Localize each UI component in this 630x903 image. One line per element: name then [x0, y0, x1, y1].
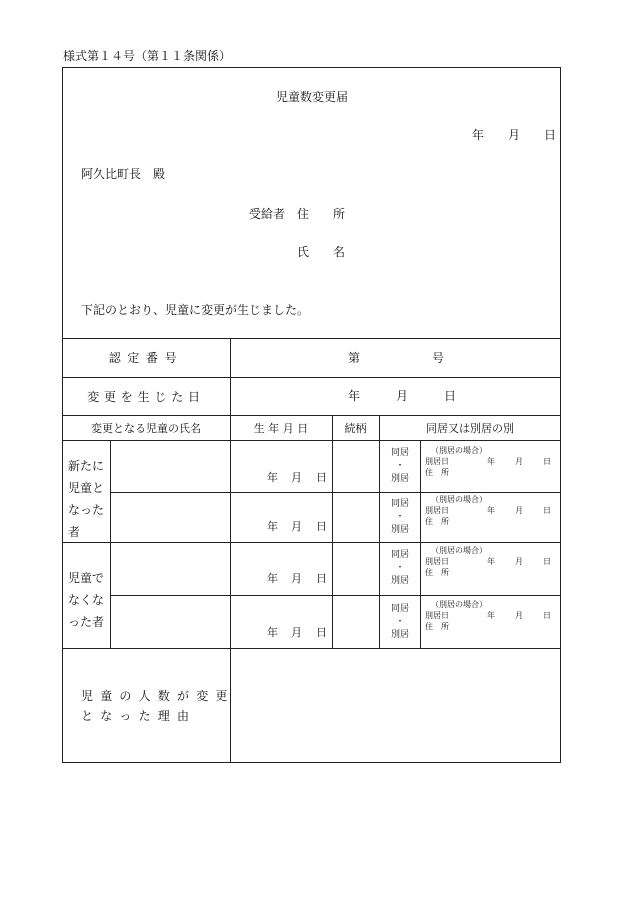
group-removed-children-label: 児童で なくな った者 — [68, 571, 105, 629]
birth-year: 年 — [267, 520, 278, 533]
divider-line — [332, 415, 333, 648]
change-reason-label: 児童の人数が変更 となった理由 — [81, 689, 235, 723]
residence-choice: 同居 ・ 別居 — [390, 499, 409, 535]
cert-number-label: 認定番号 — [108, 351, 184, 365]
change-date-day: 日 — [444, 389, 457, 403]
applicant-name-label: 氏 名 — [297, 245, 346, 259]
separate-info: （別居の場合） 別居日 年 月 日 住 所 — [425, 600, 551, 631]
residence-choice: 同居 ・ 別居 — [390, 604, 409, 640]
cert-prefix: 第 — [348, 351, 361, 365]
form-number: 様式第１４号（第１１条関係） — [63, 49, 232, 63]
birth-day: 日 — [316, 520, 327, 533]
divider-line — [62, 648, 561, 649]
birth-day: 日 — [316, 471, 327, 484]
statement: 下記のとおり、児童に変更が生じました。 — [81, 303, 310, 317]
applicant-role: 受給者 — [249, 207, 286, 221]
separate-info: （別居の場合） 別居日 年 月 日 住 所 — [425, 495, 551, 526]
change-date-month: 月 — [396, 389, 409, 403]
residence-choice: 同居 ・ 別居 — [390, 448, 409, 484]
birth-year: 年 — [267, 471, 278, 484]
submit-date-year: 年 — [472, 128, 485, 142]
submit-date-day: 日 — [544, 128, 557, 142]
submit-date-month: 月 — [508, 128, 521, 142]
header-child-name: 変更となる児童の氏名 — [91, 421, 201, 435]
addressee: 阿久比町長 殿 — [81, 167, 166, 181]
divider-line — [62, 440, 561, 441]
birth-day: 日 — [316, 572, 327, 585]
birth-month: 月 — [291, 626, 302, 639]
cert-suffix: 号 — [432, 351, 445, 365]
birth-month: 月 — [291, 572, 302, 585]
header-birth-date: 生 年 月 日 — [253, 421, 309, 435]
divider-line — [110, 492, 561, 493]
form-title: 児童数変更届 — [276, 90, 349, 104]
residence-choice: 同居 ・ 別居 — [390, 550, 409, 586]
applicant-address-label: 住 所 — [297, 207, 346, 221]
change-date-label: 変更を生じた日 — [87, 389, 205, 404]
birth-month: 月 — [291, 471, 302, 484]
change-date-year: 年 — [348, 389, 361, 403]
birth-day: 日 — [316, 626, 327, 639]
header-residence: 同居又は別居の別 — [426, 421, 514, 435]
group-new-children-label: 新たに 児童と なった 者 — [68, 459, 105, 539]
separate-info: （別居の場合） 別居日 年 月 日 住 所 — [425, 546, 551, 577]
birth-year: 年 — [267, 572, 278, 585]
birth-year: 年 — [267, 626, 278, 639]
divider-line — [420, 440, 421, 648]
separate-info: （別居の場合） 別居日 年 月 日 住 所 — [425, 446, 551, 477]
divider-line — [110, 440, 111, 648]
header-relationship: 続柄 — [344, 421, 367, 435]
divider-line — [110, 595, 561, 596]
birth-month: 月 — [291, 520, 302, 533]
divider-line — [62, 542, 561, 543]
